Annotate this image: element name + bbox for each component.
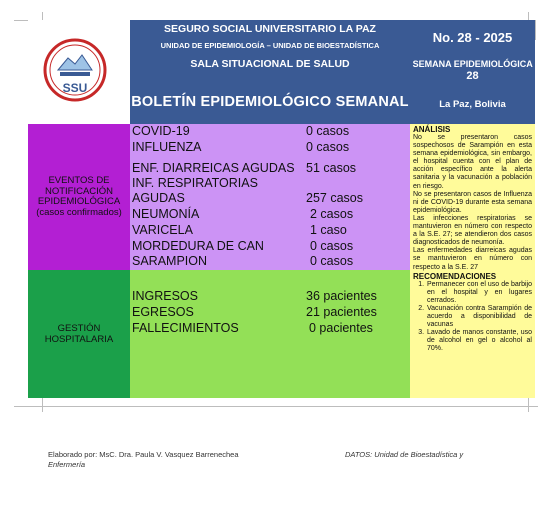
event-value: 0 casos (310, 254, 354, 268)
recommendation-item: 2. Vacunación contra Sarampión de acuerdo a disponibilidad de vacunas (426, 305, 532, 329)
bulletin-header (130, 20, 410, 124)
event-name: COVID-19 (132, 124, 190, 138)
analysis-title: ANÁLISIS (413, 125, 451, 134)
footer-source (345, 450, 545, 460)
event-value: 1 caso (310, 223, 347, 237)
epi-week-number: 28 (466, 70, 479, 82)
event-name: INFLUENZA (132, 140, 202, 154)
analysis-paragraph: No se presentaron casos de Influenza ni de COVID-19 durante esta semana epidemiológica. (413, 190, 532, 214)
event-value: 0 casos (306, 124, 350, 138)
event-name: SARAMPION (132, 254, 208, 268)
analysis-paragraph: No se presentaron casos sospechosos de Sarampión en esta semana epidemiológica, sin embargo, el hospital cuenta con el plan de acción específico ante la alerta sanitaria y la vacunación a población en riesgo. (413, 134, 532, 190)
analysis-paragraph: Las enfermedades diarreicas agudas se mantuvieron en número con respecto a la S.E. 27 (413, 247, 532, 271)
event-name: VARICELA (132, 223, 193, 237)
institution-logo (28, 20, 130, 124)
epi-week-label: SEMANA EPIDEMIOLÓGICA (412, 59, 533, 69)
event-name: ENF. DIARREICAS AGUDAS (132, 161, 295, 175)
bulletin-info (410, 20, 535, 124)
recommendation-item: 3. Lavado de manos constante, uso de alcohol en gel o alcohol al 70%. (426, 329, 532, 353)
event-value: 51 casos (306, 161, 357, 175)
event-name: MORDEDURA DE CAN (132, 239, 264, 253)
crop-mark (42, 398, 43, 412)
data-source: DATOS: Unidad de Bioestadística y (345, 450, 464, 459)
hospital-metric-name: FALLECIMIENTOS (132, 321, 239, 335)
recommendations-title: RECOMENDACIONES (413, 271, 497, 281)
bulletin-number: No. 28 - 2025 (432, 30, 513, 45)
event-name: NEUMONÍA (132, 207, 200, 221)
events-table (130, 124, 410, 270)
hospital-metric-value: 36 pacientes (306, 289, 377, 303)
footer-author (48, 450, 328, 470)
hospital-label-text: GESTIÓN HOSPITALARIA (44, 323, 114, 345)
event-name: AGUDAS (132, 191, 185, 205)
crop-mark (535, 20, 536, 40)
events-label (28, 124, 130, 270)
crop-mark (528, 398, 529, 412)
author-name: Elaborado por: MsC. Dra. Paula V. Vasquez Barrenechea (48, 450, 239, 459)
recommendations-list (413, 281, 532, 354)
event-name: INF. RESPIRATORIAS (132, 176, 258, 190)
logo-text: SSU (62, 81, 88, 95)
events-label-text: EVENTOS DE NOTIFICACIÓN EPIDEMIOLÓGICA (casos confirmados) (36, 175, 122, 218)
bulletin-title: BOLETÍN EPIDEMIOLÓGICO SEMANAL (131, 94, 409, 110)
hospital-metric-name: INGRESOS (132, 289, 198, 303)
event-value: 2 casos (310, 207, 354, 221)
author-role: Enfermería (48, 460, 86, 469)
hospital-metric-name: EGRESOS (132, 305, 194, 319)
crop-mark (42, 12, 43, 20)
ssu-seal-icon (28, 20, 130, 124)
unit-name: UNIDAD DE EPIDEMIOLOGÍA – UNIDAD DE BIOESTADÍSTICA (160, 41, 380, 50)
institution-name: SEGURO SOCIAL UNIVERSITARIO LA PAZ (164, 23, 376, 35)
hospital-table (130, 270, 410, 398)
hospital-label (28, 270, 130, 398)
hospital-metric-value: 0 pacientes (309, 321, 373, 335)
event-value: 0 casos (310, 239, 354, 253)
event-value: 0 casos (306, 140, 350, 154)
event-value: 257 casos (306, 191, 363, 205)
analysis-paragraph: Las infecciones respiratorias se mantuvieron en número con respecto a la S.E. 27; se atendieron dos casos diagnosticados de neumonía. (413, 214, 532, 247)
analysis-panel (410, 124, 535, 398)
crop-mark (528, 12, 529, 20)
epi-week (410, 58, 535, 82)
crop-mark (14, 406, 538, 407)
hospital-metric-value: 21 pacientes (306, 305, 377, 319)
bulletin-place: La Paz, Bolivia (439, 99, 506, 110)
room-name: SALA SITUACIONAL DE SALUD (190, 58, 350, 70)
recommendation-item: 1. Permanecer con el uso de barbijo en el hospital y en lugares cerrados. (426, 281, 532, 305)
